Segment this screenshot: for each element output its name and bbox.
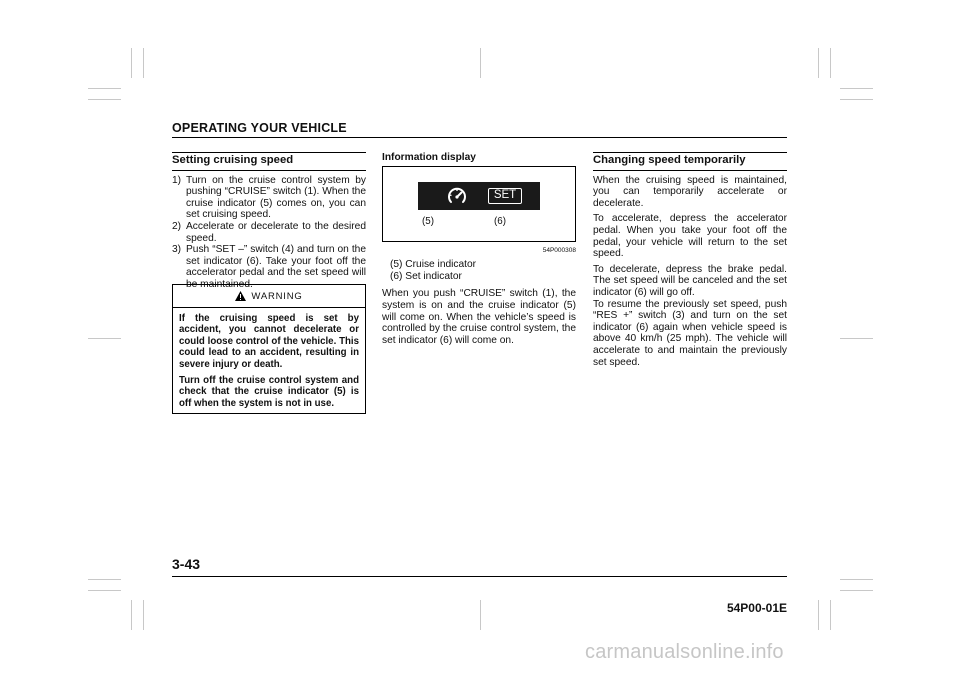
warning-triangle-icon (235, 291, 246, 301)
body-paragraph: To decelerate, depress the brake pedal. The set speed will be canceled and the set indicator (6) will go off. (593, 263, 787, 298)
step-text: Push “SET –” switch (4) and turn on the set indicator (6). Take your foot off the accelerator pedal and the set speed will be maintained. (186, 244, 366, 290)
callout-6: (6) (494, 215, 506, 227)
warning-body (173, 308, 365, 409)
legend-item: (5) Cruise indicator (390, 259, 477, 271)
crop-mark (830, 600, 831, 630)
step-number: 1) (172, 174, 182, 186)
step-item (172, 175, 366, 221)
footer-rule (172, 576, 787, 577)
warning-paragraph: If the cruising speed is set by accident, you cannot decelerate or could loose control of the vehicle. This could lead to an accident, resulting in severe injury or death. (179, 313, 359, 370)
column-setting-cruising-speed (172, 152, 366, 291)
warning-paragraph: Turn off the cruise control system and check that the cruise indicator (5) is off when the system is not in use. (179, 375, 359, 409)
section-heading: Setting cruising speed (172, 152, 366, 171)
body-paragraph: When the cruising speed is maintained, you can temporarily accelerate or decelerate. (593, 174, 787, 209)
step-number: 2) (172, 220, 182, 232)
crop-mark (131, 48, 132, 78)
document-code: 54P00-01E (726, 601, 787, 615)
step-item (172, 221, 366, 244)
crop-mark (131, 600, 132, 630)
display-illustration (382, 166, 576, 242)
step-number: 3) (172, 244, 182, 256)
column-information-display (382, 152, 576, 350)
header-rule (172, 137, 787, 138)
crop-mark (830, 48, 831, 78)
warning-box (172, 284, 366, 414)
crop-mark (840, 590, 873, 591)
page-number: 3-43 (172, 556, 201, 572)
crop-mark (840, 99, 873, 100)
information-display-title: Information display (382, 152, 476, 163)
warning-header (173, 285, 365, 308)
crop-mark (143, 600, 144, 630)
page-header-title: OPERATING YOUR VEHICLE (172, 121, 347, 135)
crop-mark (88, 99, 121, 100)
crop-mark (88, 579, 121, 580)
section-heading: Changing speed temporarily (593, 152, 787, 171)
crop-mark (818, 48, 819, 78)
display-panel (418, 182, 540, 210)
body-paragraph: To accelerate, depress the accelerator pedal. When you take your foot off the pedal, your vehicle will return to the set speed. (593, 213, 787, 260)
cruise-indicator-icon (446, 186, 468, 206)
legend-item: (6) Set indicator (390, 270, 462, 282)
column-changing-speed (593, 152, 787, 372)
step-text: Accelerate or decelerate to the desired speed. (186, 220, 366, 244)
crop-mark (480, 600, 481, 630)
crop-mark (818, 600, 819, 630)
callout-5: (5) (422, 215, 434, 227)
warning-label: WARNING (251, 290, 303, 302)
crop-mark (480, 48, 481, 78)
set-indicator: SET (488, 188, 522, 204)
crop-mark (840, 338, 873, 339)
body-paragraph: When you push “CRUISE” switch (1), the system is on and the cruise indicator (5) will come on. When the vehicle’s speed is controlled by the cruise control system, the set indicator (6) will come on. (382, 288, 576, 346)
crop-mark (840, 579, 873, 580)
watermark: carmanualsonline.info (585, 641, 784, 663)
crop-mark (88, 590, 121, 591)
body-paragraph: To resume the previously set speed, push “RES +” switch (3) and turn on the set indicator (6) again when vehicle speed is above 40 km/h (25 mph). The vehicle will accelerate to and maintain the previously set speed. (593, 298, 787, 368)
crop-mark (143, 48, 144, 78)
crop-mark (840, 88, 873, 89)
figure-id: 54P000308 (542, 246, 576, 254)
step-text: Turn on the cruise control system by pushing “CRUISE” switch (1). When the cruise indicator (5) comes on, you can set cruising speed. (186, 174, 366, 221)
crop-mark (88, 338, 121, 339)
crop-mark (88, 88, 121, 89)
